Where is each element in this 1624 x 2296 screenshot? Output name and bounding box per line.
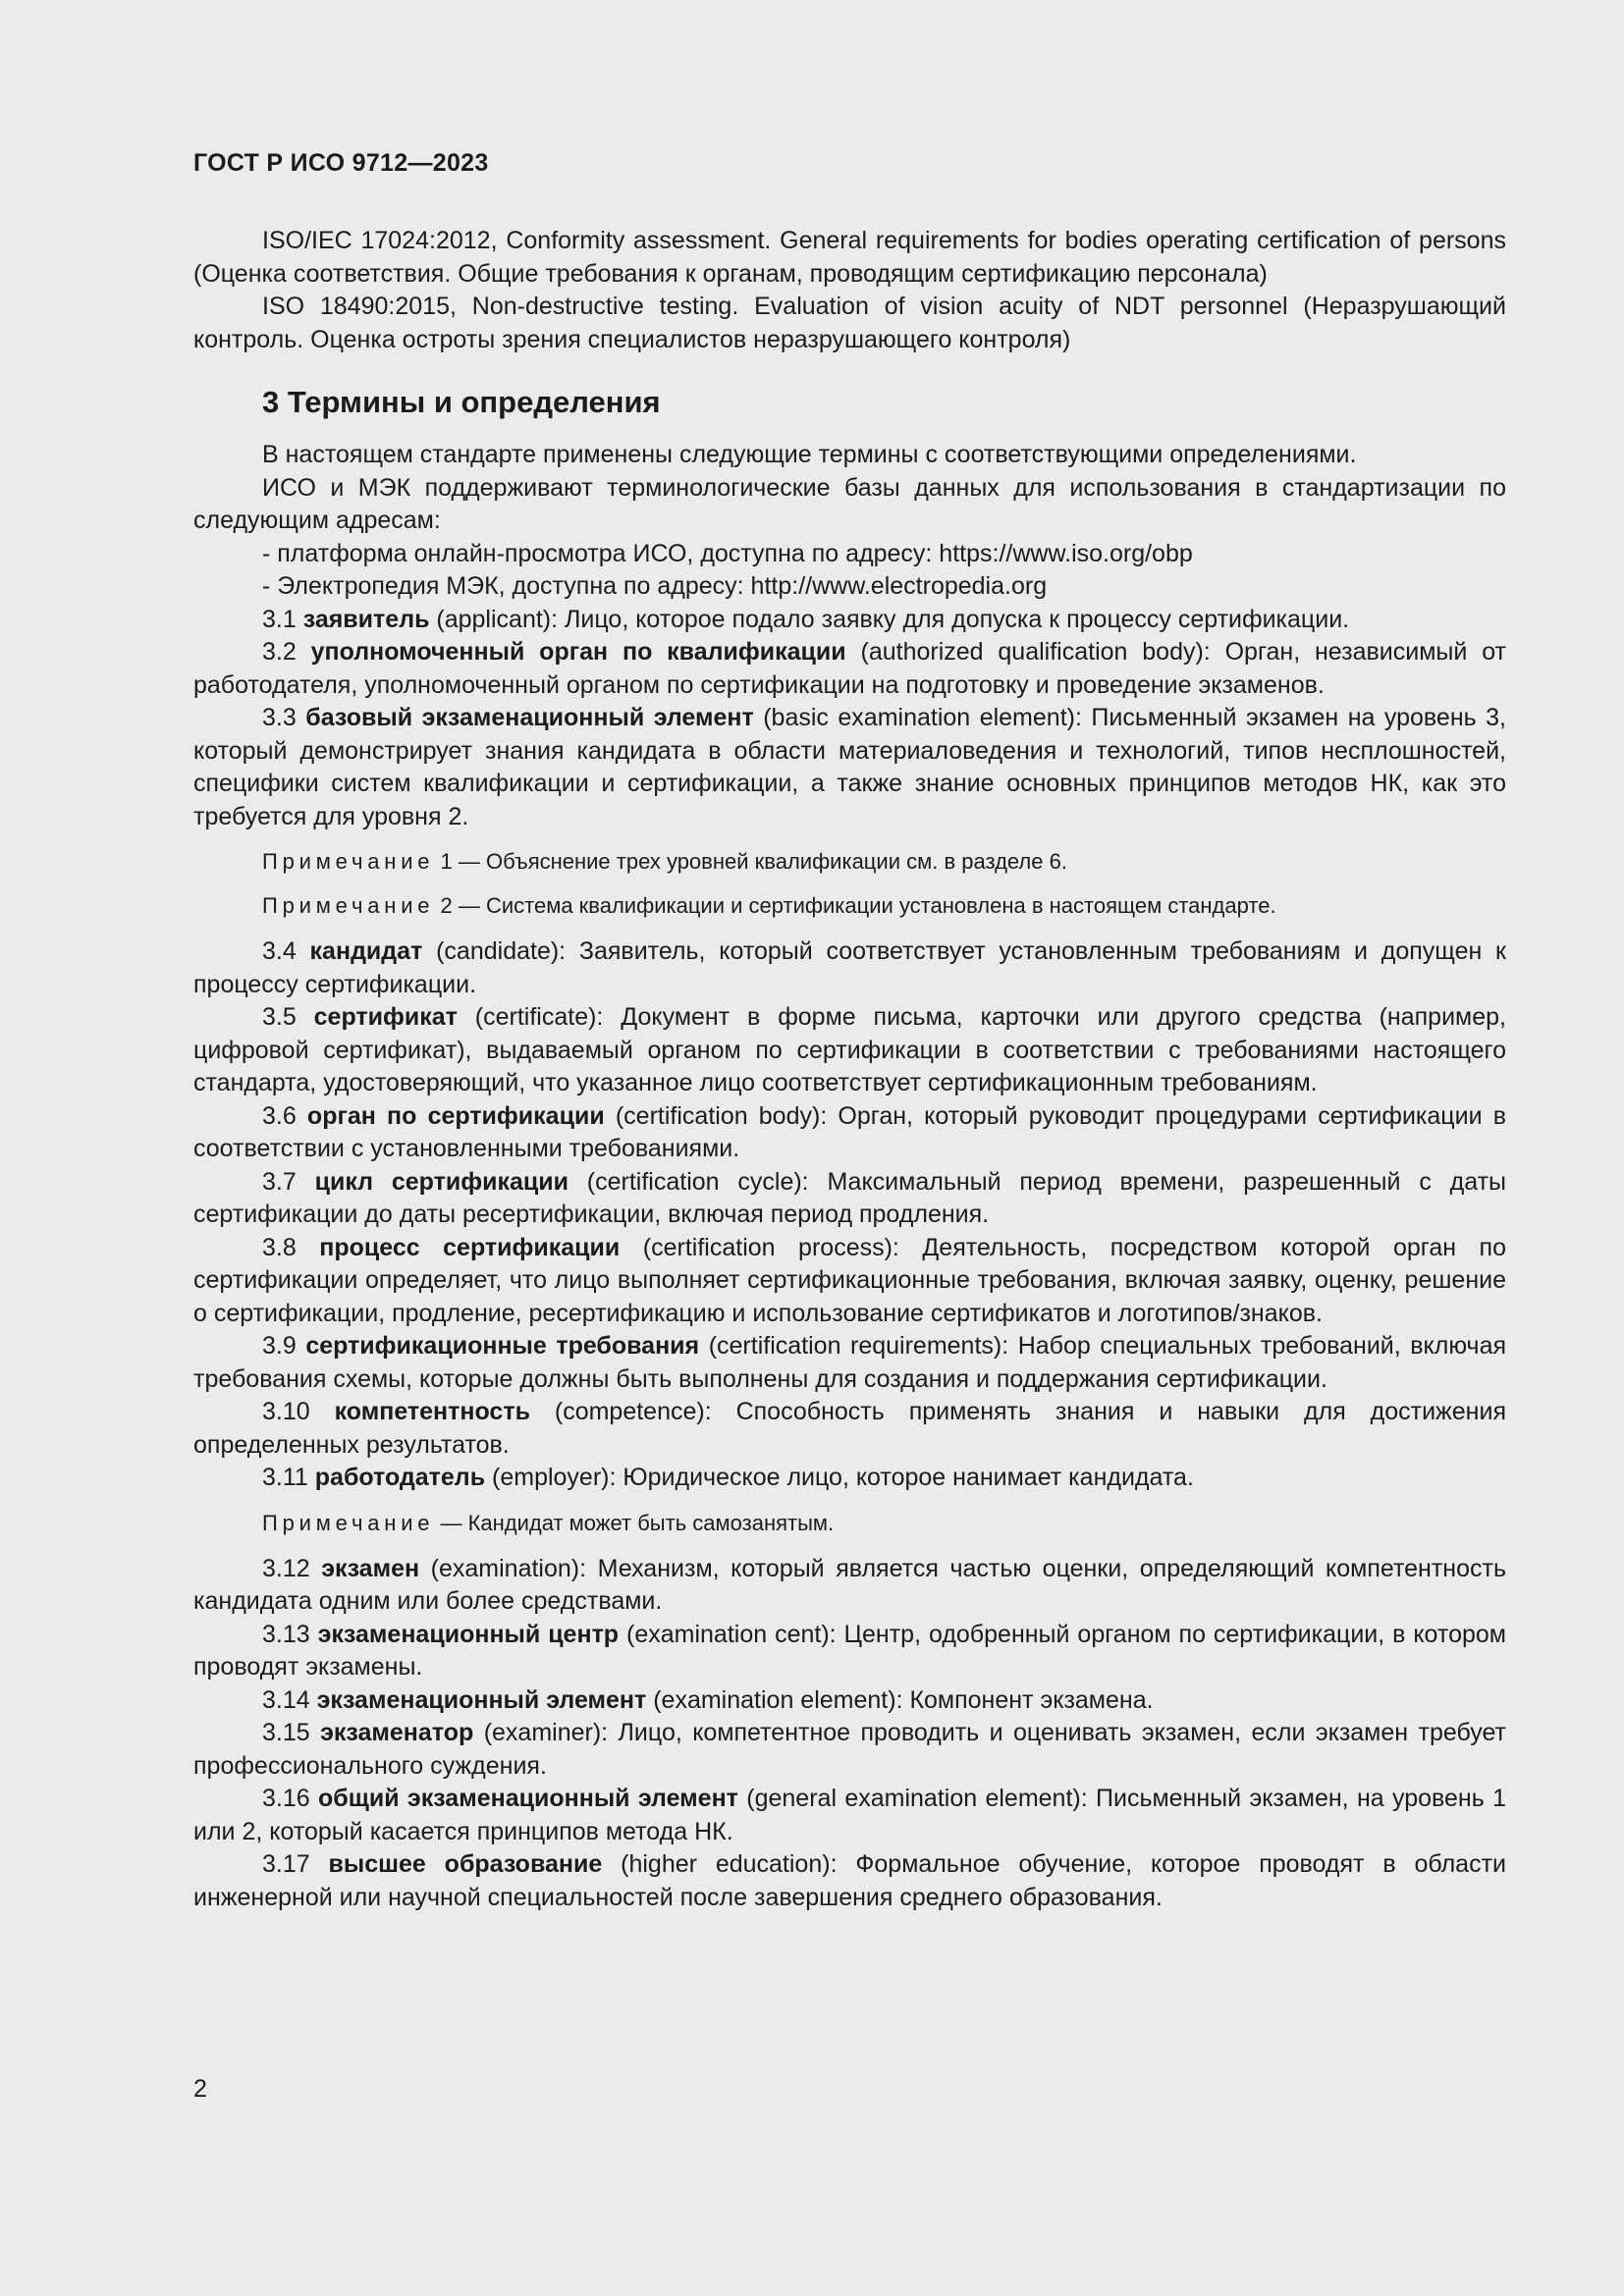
term-3-2	[193, 636, 1506, 702]
term-number: 3.17	[262, 1850, 310, 1878]
term-number: 3.2	[262, 638, 297, 666]
term-definition: (authorized qualification body): Орган, независимый от работодателя, уполномоченный органом по сертификации на подготовку и проведение экзаменов.	[193, 638, 1506, 699]
term-3-12	[193, 1553, 1506, 1619]
note-1	[262, 847, 1506, 877]
term-number: 3.10	[262, 1398, 310, 1425]
term-3-8	[193, 1232, 1506, 1331]
term-name: уполномоченный орган по квалификации	[310, 638, 846, 666]
list-item-electropedia: - Электропедия МЭК, доступна по адресу: http://www.electropedia.org	[262, 572, 1048, 600]
term-definition: (general examination element): Письменный экзамен, на уровень 1 или 2, который касается принципов метода НК.	[193, 1785, 1506, 1845]
term-name: экзамен	[321, 1554, 420, 1582]
term-3-1	[193, 604, 1506, 637]
term-3-17	[193, 1848, 1506, 1914]
note-label: Примечание	[262, 849, 435, 874]
term-3-10	[193, 1396, 1506, 1462]
term-definition: (certification body): Орган, который руководит процедурами сертификации в соответствии с установленными требованиями.	[193, 1101, 1506, 1162]
term-definition: (examination cent): Центр, одобренный органом по сертификации, в котором проводят экзамены.	[193, 1620, 1506, 1681]
term-number: 3.11	[262, 1464, 308, 1491]
term-number: 3.3	[262, 704, 297, 731]
term-number: 3.6	[262, 1101, 297, 1130]
term-name: сертификат	[313, 1003, 458, 1031]
term-3-11	[193, 1462, 1506, 1495]
document-body	[193, 225, 1506, 1914]
term-number: 3.1	[262, 605, 297, 633]
term-3-4	[193, 935, 1506, 1001]
term-definition: (candidate): Заявитель, который соответствует установленным требованиям и допущен к процессу сертификации.	[193, 937, 1506, 998]
term-number: 3.16	[262, 1785, 310, 1812]
term-number: 3.12	[262, 1554, 310, 1582]
term-definition: (certification cycle): Максимальный период времени, разрешенный с даты сертификации до даты ресертификации, включая период продления.	[193, 1167, 1506, 1228]
term-3-14	[193, 1684, 1506, 1718]
term-name: общий экзаменационный элемент	[318, 1785, 738, 1812]
list-item-iso-obp: - платформа онлайн-просмотра ИСО, доступна по адресу: https://www.iso.org/obp	[262, 539, 1193, 567]
term-3-9	[193, 1330, 1506, 1396]
term-definition: (basic examination element): Письменный экзамен на уровень 3, который демонстрирует знания кандидата в области материаловедения и технологий, типов несплошностей, специфики систем квалификации и сертификации, а также знание основных принципов методов НК, как это требуется для уровня 2.	[193, 704, 1506, 830]
term-definition: (certificate): Документ в форме письма, карточки или другого средства (например, цифровой сертификат), выдаваемый органом по сертификации в соответствии с требованиями настоящего стандарта, удостоверяющий, что указанное лицо соответствует сертификационным требованиям.	[193, 1003, 1506, 1096]
term-definition: (examination element): Компонент экзамена.	[646, 1685, 1154, 1714]
term-definition: (certification process): Деятельность, посредством которой орган по сертификации определяет, что лицо выполняет сертификационные требования, включая заявку, оценку, решение о сертификации, продление, ресертификацию и использование сертификатов и логотипов/знаков.	[193, 1233, 1506, 1327]
note-3	[262, 1509, 1506, 1538]
term-definition: (certification requirements): Набор специальных требований, включая требования схемы, которые должны быть выполнены для создания и поддержания сертификации.	[193, 1332, 1507, 1393]
term-3-13	[193, 1619, 1506, 1684]
section-intro-databases: ИСО и МЭК поддерживают терминологические базы данных для использования в стандартизации по следующим адресам:	[193, 473, 1506, 534]
term-name: орган по сертификации	[306, 1101, 605, 1130]
term-name: кандидат	[309, 937, 423, 965]
term-definition: (examiner): Лицо, компетентное проводить и оценивать экзамен, если экзамен требует профессионального суждения.	[193, 1719, 1506, 1780]
term-definition: (competence): Способность применять знания и навыки для достижения определенных результатов.	[193, 1398, 1506, 1459]
note-text: — Кандидат может быть самозанятым.	[440, 1510, 835, 1535]
note-number: 2	[440, 893, 453, 918]
note-label: Примечание	[262, 893, 435, 918]
term-name: высшее образование	[328, 1850, 603, 1878]
term-number: 3.14	[262, 1685, 310, 1714]
term-definition: (higher education): Формальное обучение, которое проводят в области инженерной или научной специальностей после завершения среднего образования.	[193, 1850, 1506, 1911]
document-page	[193, 0, 1506, 2296]
term-number: 3.5	[262, 1003, 297, 1031]
page-number: 2	[193, 2075, 207, 2103]
term-name: экзаменатор	[320, 1719, 474, 1746]
term-name: базовый экзаменационный элемент	[305, 704, 754, 731]
reference-iso-18490: ISO 18490:2015, Non-destructive testing. Evaluation of vision acuity of NDT personnel (Неразрушающий контроль. Оценка остроты зрения специалистов неразрушающего контроля)	[193, 293, 1506, 353]
term-3-5	[193, 1001, 1506, 1100]
term-name: компетентность	[334, 1398, 530, 1425]
term-number: 3.7	[262, 1167, 297, 1196]
term-3-7	[193, 1166, 1506, 1232]
note-2	[262, 891, 1506, 921]
term-number: 3.13	[262, 1620, 310, 1648]
note-text: — Объяснение трех уровней квалификации см. в разделе 6.	[458, 849, 1067, 874]
term-name: процесс сертификации	[319, 1233, 621, 1261]
term-definition: (employer): Юридическое лицо, которое нанимает кандидата.	[485, 1464, 1194, 1491]
term-number: 3.8	[262, 1233, 297, 1261]
term-number: 3.9	[262, 1332, 297, 1360]
term-number: 3.15	[262, 1719, 310, 1746]
document-header: ГОСТ Р ИСО 9712—2023	[193, 149, 489, 177]
note-number: 1	[440, 849, 453, 874]
term-name: экзаменационный элемент	[316, 1685, 647, 1714]
term-name: экзаменационный центр	[317, 1620, 620, 1648]
section-intro: В настоящем стандарте применены следующие термины с соответствующими определениями.	[262, 441, 1357, 468]
term-name: цикл сертификации	[314, 1167, 568, 1196]
term-name: заявитель	[302, 605, 430, 633]
term-definition: (applicant): Лицо, которое подало заявку для допуска к процессу сертификации.	[429, 605, 1350, 633]
term-3-16	[193, 1783, 1506, 1848]
reference-iso-17024: ISO/IEC 17024:2012, Conformity assessment. General requirements for bodies operating certification of persons (Оценка соответствия. Общие требования к органам, проводящим сертификацию персонала)	[193, 227, 1506, 288]
note-text: — Система квалификации и сертификации установлена в настоящем стандарте.	[458, 893, 1276, 918]
term-name: сертификационные требования	[305, 1332, 700, 1360]
term-name: работодатель	[314, 1464, 486, 1491]
note-label: Примечание	[262, 1510, 435, 1535]
term-definition: (examination): Механизм, который является частью оценки, определяющий компетентность кандидата одним или более средствами.	[193, 1554, 1506, 1615]
term-3-15	[193, 1717, 1506, 1783]
term-number: 3.4	[262, 937, 297, 965]
section-title: 3 Термины и определения	[262, 385, 661, 419]
term-3-6	[193, 1100, 1506, 1166]
term-3-3	[193, 702, 1506, 833]
